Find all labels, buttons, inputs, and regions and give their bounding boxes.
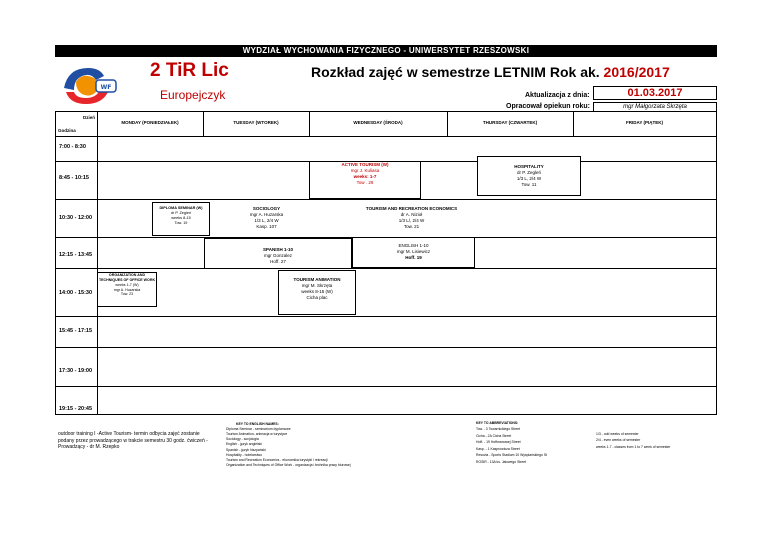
class-teacher: mgr A. Huzarska (113, 287, 141, 292)
svg-text:WF: WF (100, 84, 112, 91)
class-spanish[interactable] (204, 238, 352, 269)
corner-day: Dzień (83, 115, 96, 120)
corner-hour: Godzina (58, 128, 76, 133)
class-teacher: mgr M. Lisiewicz (396, 249, 431, 255)
class-teacher: mgr J. Kuliasa (350, 168, 380, 174)
key-abbr-item: Kasp. - 1 Kasprowicza Street (476, 446, 520, 451)
key-abbr-item: ROSIR - 13A ks. Jałowego Street (476, 459, 527, 464)
class-teacher: mgr A. Huzarska (249, 212, 284, 218)
class-schedule: 1/3 L, 2/4 W (254, 218, 279, 224)
row-divider (56, 316, 716, 317)
key-weeks (596, 431, 716, 450)
class-title: DIPLOMA SEMINAR (W) (159, 206, 203, 210)
class-tourism-recreation-economics[interactable] (342, 201, 481, 237)
class-teacher: dr P. Zegleń (170, 211, 192, 216)
class-diploma-seminar[interactable] (152, 202, 210, 236)
key-abbr-item: Resovia - Sports Stadium 10 Wyspiańskiego St (476, 453, 548, 458)
prepared-by: mgr Małgorzata Skrzęta (593, 102, 717, 112)
class-office-work[interactable] (97, 272, 157, 307)
class-weeks: weeks 8-15 (W) (301, 289, 333, 295)
key-abbr-title: KEY TO ABBREVIATIONS: (476, 421, 519, 425)
class-title: SPANISH 1-10 (263, 247, 293, 252)
university-logo (56, 58, 126, 112)
key-abbr-item: Hoff. - 19 Hoffmanowej Street (476, 440, 521, 445)
key-name-item: Hospitality - hotelarstwo (226, 452, 262, 457)
class-room: Tow. 11 (521, 182, 537, 188)
time-slot: 7:00 - 8:30 (59, 144, 86, 150)
time-slot: 19:15 - 20:45 (59, 406, 93, 412)
class-title: ACTIVE TOURISM (W) (341, 162, 389, 167)
day-thursday: THURSDAY (CZWARTEK) (482, 120, 538, 125)
grid-vline (97, 112, 98, 414)
class-teacher: mgr M. Skrzęta (301, 283, 333, 289)
class-room: Kasp. 107 (256, 224, 277, 230)
time-slot: 8:45 - 10:15 (59, 175, 89, 181)
class-hospitality[interactable] (477, 156, 581, 196)
day-wednesday: WEDNESDAY (ŚRODA) (353, 120, 403, 125)
class-teacher: dr P. Zegleń (517, 170, 541, 176)
outdoor-training-note: outdoor training I -Active Tourism- termin odbycia zajęć zostanie podany przez prowadzącego w trakcie semestru 30 godz. ćwiczeń - Prowadzący - dr M. Rzepko (58, 431, 208, 450)
class-schedule: 1/3 L, 2/4 W (516, 176, 542, 182)
key-week-item: 1/3 - odd weeks of semester (596, 432, 639, 436)
row-divider (56, 386, 716, 387)
key-names-title: KEY TO ENGLISH NAMES: (236, 422, 279, 426)
key-name-item: Diploma Seminar - seminarium dyplomowe (226, 427, 291, 432)
key-abbreviations (476, 420, 606, 465)
group-name: 2 TiR Lic (150, 60, 229, 81)
class-room: Tow . 29 (356, 180, 374, 186)
class-room: Tow. 21 (403, 224, 420, 230)
update-date: 01.03.2017 (593, 86, 717, 100)
class-title: TOURISM AND RECREATION ECONOMICS (365, 206, 458, 211)
class-schedule: 1/3 L/, 2/4 W (398, 218, 425, 224)
key-name-item: English - język angielski (226, 442, 262, 447)
key-name-item: Sociology - socjologia (226, 437, 259, 442)
update-label: Aktualizacja z dnia: (525, 92, 590, 99)
key-name-item: Tourism and Recreation Economics - ekonomika turystyki i rekreacji (226, 457, 328, 462)
schedule-title (311, 64, 670, 80)
time-slot: 15:45 - 17:15 (59, 328, 93, 334)
class-title: SOCIOLOGY (252, 206, 281, 211)
time-slot: 12:15 - 13:45 (59, 252, 93, 258)
day-monday: MONDAY (PONIEDZIAŁEK) (121, 120, 179, 125)
subgroup-name: Europejczyk (160, 88, 226, 102)
class-title: TOURISM ANIMATION (293, 277, 341, 282)
academic-year: 2016/2017 (603, 64, 670, 80)
prepared-label: Opracował opiekun roku: (506, 103, 591, 110)
header-row-divider (56, 136, 716, 137)
key-week-item: weeks 1-7 - classes from 1 to 7 week of semester (596, 444, 671, 449)
faculty-banner: WYDZIAŁ WYCHOWANIA FIZYCZNEGO - UNIWERSYTET RZESZOWSKI (55, 45, 717, 57)
row-divider (56, 268, 716, 269)
class-weeks: weeks: 1-7 (353, 174, 377, 180)
time-slot: 10:30 - 12:00 (59, 215, 93, 221)
class-title: HOSPITALITY (514, 164, 544, 169)
row-divider (56, 347, 716, 348)
class-sociology[interactable] (214, 201, 319, 237)
key-name-item: Spanish - język hiszpański (226, 447, 266, 452)
key-name-item: Tourism Animation- animacja w turystyce (226, 432, 288, 437)
key-english-names (226, 422, 446, 468)
class-teacher: mgr Gonzalez (263, 253, 292, 259)
day-friday: FRIDAY (PIĄTEK) (625, 120, 663, 125)
schedule-title-text: Rozkład zajęć w semestrze LETNIM Rok ak. (311, 64, 604, 80)
class-title: ORGANIZATION AND TECHNIQUES OF OFFICE WORK (98, 273, 156, 282)
class-weeks: weeks 1-7 (W) (115, 282, 139, 287)
class-room: Tow. 19 (174, 221, 188, 226)
time-slot: 17:30 - 19:00 (59, 368, 93, 374)
class-english[interactable] (352, 237, 475, 268)
class-room: Hoff. 27 (270, 259, 286, 265)
key-abbr-item: Cicha - 2A Cicha Street (476, 433, 512, 438)
row-divider (56, 199, 716, 200)
class-room: Cicha plac (306, 295, 328, 301)
key-name-item: Organization and Techniques of Office Work - organizacja i technika pracy biurowej (226, 462, 351, 467)
timetable-grid (55, 111, 717, 415)
time-slot: 14:00 - 15:30 (59, 290, 93, 296)
key-abbr-item: Tow. - 3 Towarnickiego Street (476, 427, 521, 432)
class-tourism-animation[interactable] (278, 270, 356, 315)
class-room: Tow. 23 (120, 292, 134, 297)
day-tuesday: TUESDAY (WTOREK) (233, 120, 279, 125)
class-weeks: weeks 8-15 (171, 216, 191, 221)
key-week-item: 2/4 - even weeks of semester (596, 438, 641, 443)
class-room: Hoff. 19 (405, 255, 422, 261)
class-active-tourism[interactable] (309, 161, 421, 199)
class-teacher: dr A. Nizioł (400, 212, 423, 218)
class-title: ENGLISH 1-10 (398, 243, 429, 248)
